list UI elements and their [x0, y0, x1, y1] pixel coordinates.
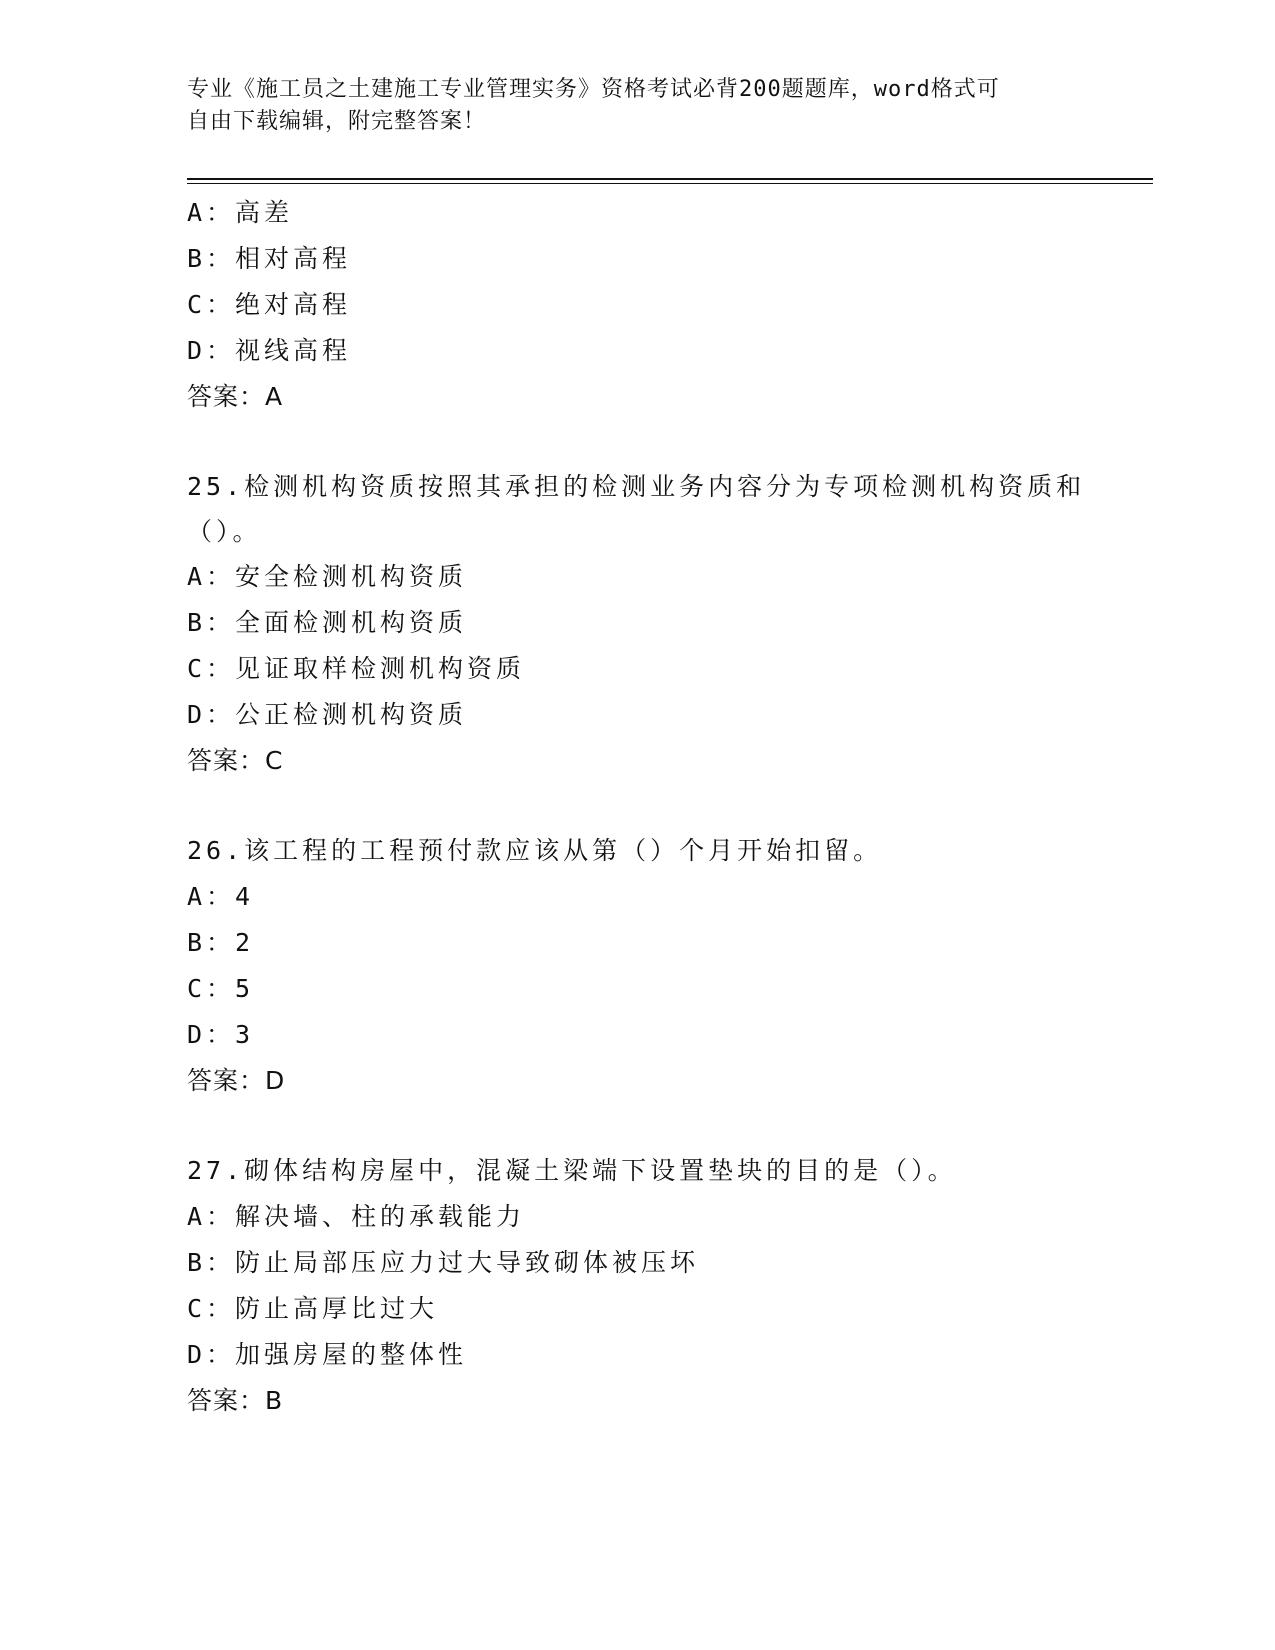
option-b: B：防止局部压应力过大导致砌体被压坏	[187, 1248, 700, 1277]
option-d: D：公正检测机构资质	[187, 700, 468, 729]
option-c: C：见证取样检测机构资质	[187, 654, 526, 683]
answer-line: 答案：C	[187, 746, 284, 775]
option-b: B：2	[187, 928, 255, 957]
question-text: 26.该工程的工程预付款应该从第（）个月开始扣留。	[187, 836, 883, 865]
option-c: C：防止高厚比过大	[187, 1294, 439, 1323]
option-a: A：解决墙、柱的承载能力	[187, 1202, 526, 1231]
option-a: A：安全检测机构资质	[187, 562, 468, 591]
option-c: C：5	[187, 974, 255, 1003]
question-text: 25.检测机构资质按照其承担的检测业务内容分为专项检测机构资质和（）。	[187, 472, 1086, 546]
header-line-2: 自由下载编辑，附完整答案！	[187, 109, 487, 134]
option-a: A：4	[187, 882, 255, 911]
option-c: C：绝对高程	[187, 290, 352, 319]
document-header	[187, 74, 1087, 138]
option-d: D：3	[187, 1020, 255, 1049]
answer-line: 答案：B	[187, 1386, 284, 1415]
header-divider-thick	[187, 178, 1153, 180]
header-divider-thin	[187, 183, 1153, 184]
question-block-26	[187, 828, 1087, 1104]
option-d: D：加强房屋的整体性	[187, 1340, 468, 1369]
option-d: D：视线高程	[187, 336, 352, 365]
header-line-1: 专业《施工员之土建施工专业管理实务》资格考试必背200题题库，word格式可	[187, 77, 1000, 102]
option-a: A：高差	[187, 198, 294, 227]
option-b: B：相对高程	[187, 244, 352, 273]
answer-line: 答案：A	[187, 382, 284, 411]
question-list	[187, 190, 1087, 1424]
question-block-24	[187, 190, 1087, 420]
option-b: B：全面检测机构资质	[187, 608, 468, 637]
question-text: 27.砌体结构房屋中，混凝土梁端下设置垫块的目的是（）。	[187, 1156, 957, 1185]
question-block-25	[187, 464, 1087, 784]
answer-line: 答案：D	[187, 1066, 286, 1095]
question-block-27	[187, 1148, 1087, 1424]
